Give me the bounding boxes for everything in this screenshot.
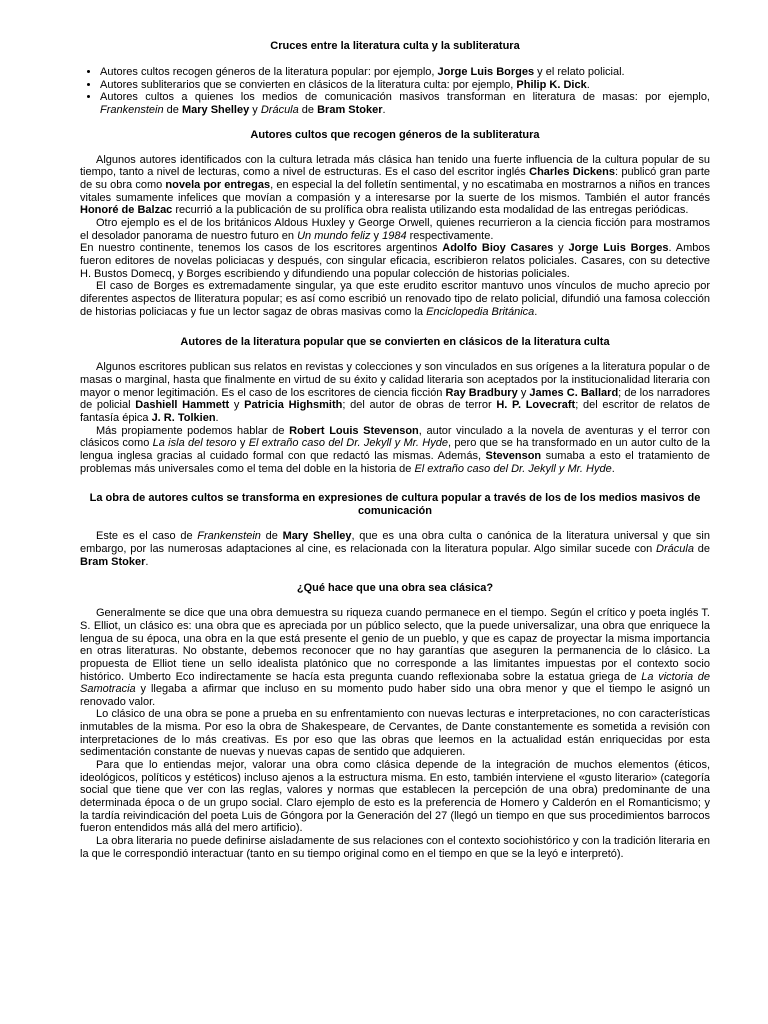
text-run: y llegaba a afirmar que incluso en su momento pudo haber sido una obra menor y que el tiempo le asignó un renovado valor. bbox=[80, 683, 710, 708]
italic-run: Frankenstein bbox=[197, 530, 261, 543]
text-run: . bbox=[382, 104, 386, 117]
bold-run: Bram Stoker bbox=[317, 104, 383, 117]
paragraph bbox=[80, 217, 710, 242]
section-medios-masivos bbox=[80, 492, 710, 568]
bold-run: novela por entregas bbox=[165, 179, 271, 192]
text-run: Autores subliterarios que se convierten en clásicos de la literatura culta: por ejemplo, bbox=[100, 78, 517, 91]
bold-run: Mary Shelley bbox=[282, 530, 352, 543]
italic-run: Enciclopedia Británica bbox=[426, 305, 535, 318]
summary-list bbox=[80, 66, 710, 117]
section-cultos-subliteratura bbox=[80, 129, 710, 319]
section-popular-clasicos bbox=[80, 336, 710, 475]
section-heading: La obra de autores cultos se transforma en expresiones de cultura popular a través de los de los medios masivos de comunicación bbox=[89, 492, 701, 518]
text-run: de bbox=[298, 104, 318, 117]
bold-run: H. P. Lovecraft bbox=[496, 399, 576, 412]
document-title: Cruces entre la literatura culta y la subliteratura bbox=[270, 40, 520, 52]
text-run: . bbox=[611, 462, 615, 475]
italic-run: Drácula bbox=[260, 104, 299, 117]
bold-run: J. R. Tolkien bbox=[151, 411, 216, 424]
text-run: En nuestro continente, tenemos los casos de los escritores argentinos bbox=[80, 242, 443, 255]
bold-run: Bram Stoker bbox=[80, 555, 146, 568]
text-run: y bbox=[236, 437, 249, 450]
bold-run: Philip K. Dick bbox=[516, 78, 587, 91]
text-run: Generalmente se dice que una obra demuestra su riqueza cuando permanece en el tiempo. Según el crítico y poeta inglés T. S. Elliot, un clásico es: una obra que es apreciada por un público selecto, que la puede universalizar, una obra que enriquece la lengua de su época, una obra en la que está presente el genio de un pueblo, y que es capaz de proyectar la misma importancia en otras literaturas. No obstante, debemos reconocer que no hay garantías que aseguren la permanencia de lo clásico. La propuesta de Elliot tiene un sello idealista platónico que no corresponde a las limitantes impuestas por el contexto socio histórico. Umberto Eco indirectamente se hacía esta pregunta cuando reflexionaba sobre la estatua griega de bbox=[80, 607, 710, 683]
bold-run: Dashiell Hammett bbox=[135, 399, 230, 412]
italic-run: El extraño caso del Dr. Jekyll y Mr. Hyde bbox=[414, 462, 612, 475]
text-run: y bbox=[229, 399, 245, 412]
text-run: . bbox=[145, 555, 149, 568]
text-run: y bbox=[553, 242, 569, 255]
bold-run: Robert Louis Stevenson bbox=[289, 424, 419, 437]
text-run: . bbox=[534, 305, 538, 318]
italic-run: La isla del tesoro bbox=[152, 437, 237, 450]
italic-run: Un mundo feliz bbox=[297, 229, 371, 242]
text-run: . bbox=[586, 78, 590, 91]
text-run: Este es el caso de bbox=[96, 530, 198, 543]
summary-bullet bbox=[100, 79, 710, 92]
text-run: de bbox=[693, 542, 710, 555]
text-run: sumaba a esto el tratamiento de problemas más universales como el tema del doble en la historia de bbox=[80, 449, 710, 475]
summary-bullet bbox=[100, 66, 710, 79]
text-run: ; del escritor de relatos de fantasía épica bbox=[80, 399, 710, 424]
bold-run: Patricia Highsmith bbox=[244, 399, 343, 412]
text-run: . Ambos fueron editores de novelas policiacas y después, con singular eficacia, escribieron relatos policiales. Casares, con su detective H. Bustos Domecq, y Borges escribiendo y difundiendo una popular colección de historias policiales. bbox=[80, 242, 710, 280]
text-run: Más propiamente podemos hablar de bbox=[96, 424, 290, 437]
bold-run: Mary Shelley bbox=[181, 104, 250, 117]
paragraph bbox=[80, 759, 710, 835]
paragraph bbox=[80, 280, 710, 318]
text-run: , que es una obra culta o canónica de la literatura universal y que sin embargo, por las numerosas adaptaciones al cine, es relacionada con la literatura popular. Algo similar sucede con bbox=[80, 530, 710, 555]
paragraph bbox=[80, 361, 710, 424]
section-heading: Autores cultos que recogen géneros de la subliteratura bbox=[250, 128, 540, 141]
bold-run: Jorge Luis Borges bbox=[568, 242, 669, 255]
text-run: Para que lo entiendas mejor, valorar una obra como clásica depende de la integración de muchos elementos (éticos, ideológicos, políticos y estéticos) incluso ajenos a la estructura misma. En esto, también interviene el «gusto literario» (categoría social que tiene que ver con las reglas, valores y normas que establecen la percepción de una obra) predominante de una determinada época o de un grupo social. Claro ejemplo de esto es la preferencia de Homero y Calderón en el Romanticismo; y la tardía reivindicación del poeta Luis de Góngora por la Generación del 27 (llegó un tiempo en que sus procedimientos barrocos fueron entendidos más allá del mero artificio). bbox=[80, 759, 710, 835]
text-run: . bbox=[215, 411, 219, 424]
section-heading: Autores de la literatura popular que se convierten en clásicos de la literatura culta bbox=[180, 336, 610, 349]
text-run: , en especial la del folletín sentimental, y no escatimaba en mostrarnos a niños en trances vitales sumamente infelices que movían a compasión y a interesarse por la suerte de los mismos. También el autor francés bbox=[80, 179, 710, 204]
text-run: , pero que se ha transformado en un autor culto de la lengua inglesa gracias al cuidado formal con que redactó las mismas. Además, bbox=[80, 437, 710, 462]
text-run: de bbox=[260, 530, 283, 543]
bold-run: Jorge Luis Borges bbox=[437, 66, 535, 78]
text-run: ; del autor de obras de terror bbox=[342, 399, 497, 412]
paragraph bbox=[80, 154, 710, 217]
text-run: y bbox=[370, 229, 383, 242]
paragraph bbox=[80, 530, 710, 568]
text-run: respectivamente. bbox=[406, 229, 494, 242]
section-obra-clasica bbox=[80, 582, 710, 860]
text-run: y el relato policial. bbox=[534, 66, 625, 78]
text-run: Autores cultos recogen géneros de la literatura popular: por ejemplo, bbox=[100, 66, 438, 78]
paragraph bbox=[80, 835, 710, 860]
paragraph bbox=[80, 708, 710, 759]
text-run: recurrió a la publicación de su prolífica obra realista utilizando esta modalidad de las entregas periódicas. bbox=[172, 204, 689, 217]
paragraph bbox=[80, 242, 710, 280]
bold-run: Stevenson bbox=[485, 449, 542, 462]
text-run: La obra literaria no puede definirse aisladamente de sus relaciones con el contexto sociohistórico y con la tradición literaria en la que le correspondió interactuar (tanto en su tiempo original como en el tiempo en que se la leyó e interpretó). bbox=[80, 835, 710, 860]
italic-run: 1984 bbox=[382, 229, 407, 242]
text-run: ; de los narradores de policial bbox=[80, 386, 711, 412]
text-run: El caso de Borges es extremadamente singular, ya que este erudito escritor mantuvo unos vínculos de mucho aprecio por diferentes aspectos de lliteratura popular; es así como escribió un renovado tipo de relato policial, difundió una famosa colección de historias policiacas y fue un lector sagaz de obras masivas como la bbox=[80, 280, 710, 318]
text-run: Algunos autores identificados con la cultura letrada más clásica han tenido una fuerte influencia de la cultura popular de su tiempo, tanto a nivel de lecturas, como a nivel de estructuras. Es el caso del escritor inglés bbox=[80, 153, 710, 179]
paragraph bbox=[80, 425, 710, 476]
text-run: Lo clásico de una obra se pone a prueba en su enfrentamiento con nuevas lecturas e interpretaciones, no con características inmutables de la misma. Por eso la obra de Shakespeare, de Cervantes, de Dante constantemente es sometida a revisión con interpretaciones de lo más creativas. Es por eso que las obras que leemos en la actualidad están enriquecidas por esta sedimentación constante de nuevas y nuevas capas de sentido que adquieren. bbox=[80, 708, 710, 759]
text-run: Autores cultos a quienes los medios de comunicación masivos transforman en literatura de masas: por ejemplo, bbox=[100, 91, 710, 104]
text-run: Algunos escritores publican sus relatos en revistas y colecciones y son vinculados en sus orígenes a la literatura popular o de masas o marginal, hasta que finalmente en virtud de su éxito y calidad literaria son aceptados por la institucionalidad literaria con mayor o menor legitimación. Es el caso de los escritores de ciencia ficción bbox=[80, 361, 710, 399]
text-run: y bbox=[517, 386, 530, 399]
bold-run: James C. Ballard bbox=[529, 386, 619, 399]
text-run: : publicó gran parte de su obra como bbox=[80, 166, 710, 192]
paragraph bbox=[80, 607, 710, 708]
text-run: , autor vinculado a la novela de aventuras y el terror con clásicos como bbox=[80, 424, 710, 450]
bold-run: Ray Bradbury bbox=[445, 386, 518, 399]
italic-run: Drácula bbox=[656, 542, 694, 555]
summary-bullet bbox=[100, 91, 710, 116]
bold-run: Adolfo Bioy Casares bbox=[442, 242, 554, 255]
italic-run: Frankenstein bbox=[100, 104, 164, 117]
italic-run: La victoria de Samotracia bbox=[80, 670, 710, 696]
bold-run: Charles Dickens bbox=[529, 166, 615, 179]
italic-run: El extraño caso del Dr. Jekyll y Mr. Hyde bbox=[248, 437, 448, 450]
text-run: de bbox=[163, 104, 182, 117]
text-run: y bbox=[249, 104, 261, 117]
text-run: Otro ejemplo es el de los británicos Aldous Huxley y George Orwell, quienes recurrieron a la ciencia ficción para mostramos el desolador panorama de nuestro futuro en bbox=[80, 217, 710, 242]
section-heading: ¿Qué hace que una obra sea clásica? bbox=[296, 582, 494, 595]
bold-run: Honoré de Balzac bbox=[80, 204, 173, 217]
